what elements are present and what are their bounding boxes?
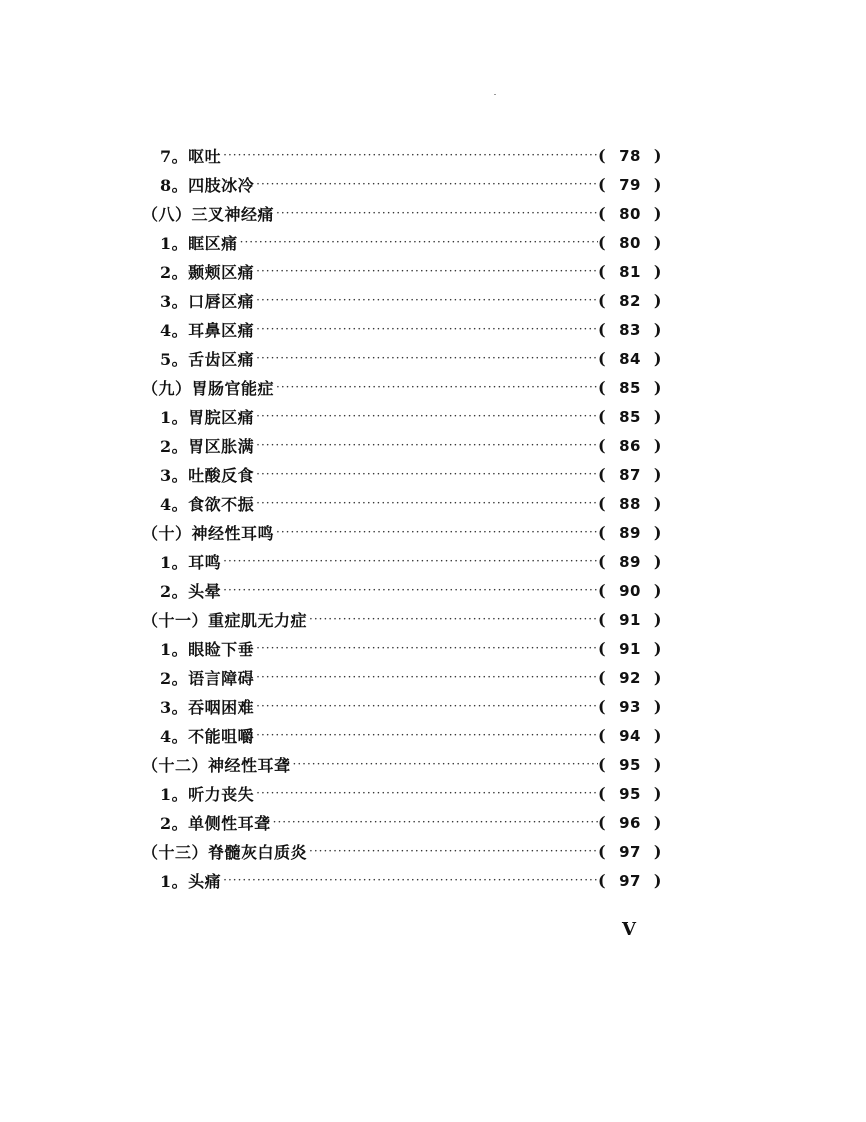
page-number: 79	[619, 175, 641, 194]
toc-subentry	[142, 141, 662, 170]
paren-open: (	[598, 320, 607, 339]
toc-entry-label: 1。眼睑下垂	[160, 640, 255, 659]
paren-open: (	[598, 494, 607, 513]
page-reference	[598, 755, 662, 774]
toc-subentry	[142, 228, 662, 257]
toc-entry-label: 8。四肢冰冷	[160, 176, 255, 195]
page-reference	[598, 378, 662, 397]
dot-leader	[238, 228, 598, 257]
dot-leader	[254, 170, 598, 199]
dot-leader	[254, 431, 598, 460]
toc-subentry	[142, 344, 662, 373]
paren-close: )	[653, 204, 662, 223]
dot-leader	[254, 344, 598, 373]
paren-close: )	[653, 813, 662, 832]
paren-open: (	[598, 581, 607, 600]
toc-entry-label: 1。听力丧失	[160, 785, 255, 804]
page-reference	[598, 581, 662, 600]
toc-entry-label: 4。不能咀嚼	[160, 727, 255, 746]
dot-leader	[291, 750, 598, 779]
paren-open: (	[598, 639, 607, 658]
page-number: 82	[619, 291, 641, 310]
page-reference	[598, 146, 662, 165]
dot-leader	[254, 779, 598, 808]
paren-open: (	[598, 697, 607, 716]
paren-close: )	[653, 494, 662, 513]
toc-subentry	[142, 257, 662, 286]
paren-close: )	[653, 233, 662, 252]
page-reference	[598, 552, 662, 571]
page-number: 88	[619, 494, 641, 513]
toc-entry-label: （十三）脊髓灰白质炎	[142, 843, 308, 862]
page-reference	[598, 871, 662, 890]
toc-entry-label: （八）三叉神经痛	[142, 205, 275, 224]
paren-close: )	[653, 407, 662, 426]
paren-open: (	[598, 262, 607, 281]
paren-open: (	[598, 552, 607, 571]
paren-open: (	[598, 349, 607, 368]
paren-close: )	[653, 697, 662, 716]
page-number: 90	[619, 581, 641, 600]
page-reference	[598, 291, 662, 310]
toc-subentry	[142, 402, 662, 431]
paren-close: )	[653, 784, 662, 803]
toc-subentry	[142, 576, 662, 605]
toc-section	[142, 750, 662, 779]
page-number: 80	[619, 233, 641, 252]
toc-entry-label: 2。语言障碍	[160, 669, 255, 688]
page-number: 84	[619, 349, 641, 368]
page-reference	[598, 494, 662, 513]
dot-leader	[221, 866, 598, 895]
toc-section	[142, 518, 662, 547]
toc-subentry	[142, 866, 662, 895]
paren-close: )	[653, 668, 662, 687]
dot-leader	[274, 518, 598, 547]
dot-leader	[254, 721, 598, 750]
page-reference	[598, 175, 662, 194]
paren-open: (	[598, 610, 607, 629]
dot-leader	[254, 257, 598, 286]
page-number: 91	[619, 639, 641, 658]
page-number: 87	[619, 465, 641, 484]
toc-entry-label: 1。耳鸣	[160, 553, 222, 572]
toc-entry-label: 1。胃脘区痛	[160, 408, 255, 427]
toc-section	[142, 199, 662, 228]
dot-leader	[254, 634, 598, 663]
toc-entry-label: 3。吐酸反食	[160, 466, 255, 485]
toc-subentry	[142, 170, 662, 199]
page-number: 97	[619, 842, 641, 861]
dot-leader	[221, 576, 598, 605]
toc-entry-label: 2。胃区胀满	[160, 437, 255, 456]
dot-leader	[254, 315, 598, 344]
paren-open: (	[598, 668, 607, 687]
page-number: 91	[619, 610, 641, 629]
paren-open: (	[598, 407, 607, 426]
page-reference	[598, 842, 662, 861]
paren-open: (	[598, 871, 607, 890]
page-folio: V	[622, 919, 636, 940]
dot-leader	[221, 547, 598, 576]
paren-open: (	[598, 146, 607, 165]
toc-entry-label: （十）神经性耳鸣	[142, 524, 275, 543]
toc-entry-label: 1。眶区痛	[160, 234, 238, 253]
paren-close: )	[653, 581, 662, 600]
paren-close: )	[653, 610, 662, 629]
toc-entry-label: （九）胃肠官能症	[142, 379, 275, 398]
page-number: 89	[619, 552, 641, 571]
paren-open: (	[598, 813, 607, 832]
paren-close: )	[653, 146, 662, 165]
toc-subentry	[142, 779, 662, 808]
toc-subentry	[142, 808, 662, 837]
paren-open: (	[598, 436, 607, 455]
toc-subentry	[142, 286, 662, 315]
page-reference	[598, 262, 662, 281]
toc-entry-label: 4。耳鼻区痛	[160, 321, 255, 340]
toc-subentry	[142, 460, 662, 489]
toc-entry-label: 5。舌齿区痛	[160, 350, 255, 369]
toc-entry-label: 2。颞颊区痛	[160, 263, 255, 282]
dot-leader	[271, 808, 598, 837]
paren-open: (	[598, 465, 607, 484]
paren-close: )	[653, 755, 662, 774]
toc-subentry	[142, 547, 662, 576]
page-reference	[598, 726, 662, 745]
paren-close: )	[653, 842, 662, 861]
paren-close: )	[653, 465, 662, 484]
toc-subentry	[142, 489, 662, 518]
page-reference	[598, 784, 662, 803]
page-reference	[598, 349, 662, 368]
page-number: 93	[619, 697, 641, 716]
paren-close: )	[653, 552, 662, 571]
dot-leader	[307, 837, 598, 866]
toc-subentry	[142, 721, 662, 750]
page-reference	[598, 407, 662, 426]
paren-close: )	[653, 639, 662, 658]
page-number: 89	[619, 523, 641, 542]
paren-open: (	[598, 842, 607, 861]
toc-entry-label: 3。口唇区痛	[160, 292, 255, 311]
page-number: 85	[619, 407, 641, 426]
page-number: 78	[619, 146, 641, 165]
page-number: 94	[619, 726, 641, 745]
paren-close: )	[653, 262, 662, 281]
paren-close: )	[653, 436, 662, 455]
toc-section	[142, 837, 662, 866]
paren-open: (	[598, 378, 607, 397]
page-reference	[598, 639, 662, 658]
toc-entry-label: 2。头晕	[160, 582, 222, 601]
dot-leader	[221, 141, 598, 170]
toc-entry-label: （十二）神经性耳聋	[142, 756, 291, 775]
page-reference	[598, 465, 662, 484]
page-reference	[598, 436, 662, 455]
paren-open: (	[598, 233, 607, 252]
page-reference	[598, 813, 662, 832]
dot-leader	[254, 402, 598, 431]
toc-entry-label: 7。呕吐	[160, 147, 222, 166]
page-number: 97	[619, 871, 641, 890]
page-reference	[598, 523, 662, 542]
page-number: 81	[619, 262, 641, 281]
page-number: 86	[619, 436, 641, 455]
page-reference	[598, 610, 662, 629]
paren-open: (	[598, 291, 607, 310]
page-reference	[598, 204, 662, 223]
paren-close: )	[653, 523, 662, 542]
page-number: 96	[619, 813, 641, 832]
toc-subentry	[142, 431, 662, 460]
dot-leader	[254, 460, 598, 489]
toc-entry-label: 1。头痛	[160, 872, 222, 891]
page-number: 85	[619, 378, 641, 397]
page-number: 83	[619, 320, 641, 339]
paren-close: )	[653, 320, 662, 339]
page-number: 80	[619, 204, 641, 223]
toc-section	[142, 605, 662, 634]
paren-close: )	[653, 871, 662, 890]
dot-leader	[254, 663, 598, 692]
dot-leader	[307, 605, 598, 634]
toc-entry-label: 2。单侧性耳聋	[160, 814, 271, 833]
dot-leader	[274, 373, 598, 402]
page-reference	[598, 233, 662, 252]
paren-open: (	[598, 175, 607, 194]
toc-section	[142, 373, 662, 402]
paren-open: (	[598, 523, 607, 542]
table-of-contents	[142, 141, 662, 895]
toc-entry-label: 3。吞咽困难	[160, 698, 255, 717]
dot-leader	[274, 199, 598, 228]
toc-subentry	[142, 315, 662, 344]
page-reference	[598, 320, 662, 339]
page-number: 95	[619, 755, 641, 774]
toc-entry-label: （十一）重症肌无力症	[142, 611, 308, 630]
toc-entry-label: 4。食欲不振	[160, 495, 255, 514]
paren-open: (	[598, 755, 607, 774]
dot-leader	[254, 286, 598, 315]
paren-close: )	[653, 726, 662, 745]
dot-leader	[254, 692, 598, 721]
paren-open: (	[598, 204, 607, 223]
page-number: 92	[619, 668, 641, 687]
toc-subentry	[142, 663, 662, 692]
page-reference	[598, 697, 662, 716]
paren-close: )	[653, 291, 662, 310]
page-reference	[598, 668, 662, 687]
paren-close: )	[653, 378, 662, 397]
paren-open: (	[598, 784, 607, 803]
toc-subentry	[142, 692, 662, 721]
page-number: 95	[619, 784, 641, 803]
scan-speck	[494, 94, 496, 95]
dot-leader	[254, 489, 598, 518]
paren-close: )	[653, 175, 662, 194]
paren-open: (	[598, 726, 607, 745]
toc-subentry	[142, 634, 662, 663]
paren-close: )	[653, 349, 662, 368]
